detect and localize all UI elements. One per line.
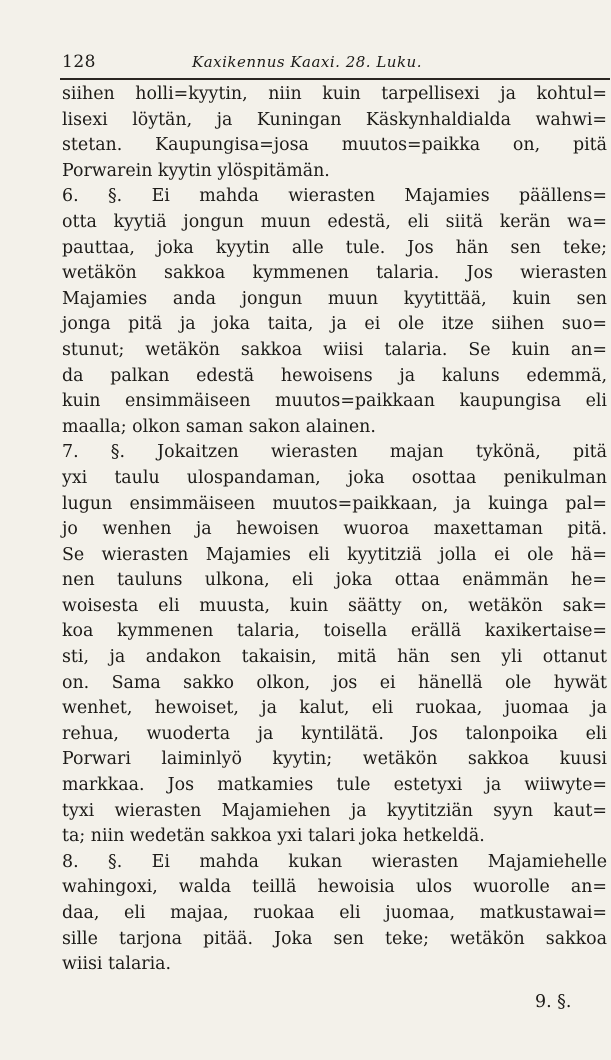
catchword: 9. §. <box>535 992 572 1012</box>
text-line: rehua, wuoderta ja kyntilätä. Jos talonpoika eli <box>62 723 607 744</box>
text-line: 7. §. Jokaitzen wierasten majan tykönä, pitä <box>62 442 607 463</box>
text-line: 6. §. Ei mahda wierasten Majamies päällens= <box>62 186 607 207</box>
text-line: Majamies anda jongun muun kyytittää, kuin sen <box>62 288 607 309</box>
page-number: 128 <box>62 52 96 72</box>
text-line: lugun ensimmäiseen muutos=paikkaan, ja kuinga pal= <box>62 493 607 514</box>
text-line: yxi taulu ulospandaman, joka osottaa penikulman <box>62 467 607 488</box>
text-line: kuin ensimmäiseen muutos=paikkaan kaupungisa eli <box>62 391 607 412</box>
text-line: stunut; wetäkön sakkoa wiisi talaria. Se kuin an= <box>62 339 607 360</box>
text-line: sille tarjona pitää. Joka sen teke; wetäkön sakkoa <box>62 928 607 949</box>
text-line: Porwarein kyytin ylöspitämän. <box>62 160 330 181</box>
text-line: ta; niin wedetän sakkoa yxi talari joka hetkeldä. <box>62 826 485 847</box>
text-line: otta kyytiä jongun muun edestä, eli siitä kerän wa= <box>62 211 607 232</box>
text-line: wahingoxi, walda teillä hewoisia ulos wuorolle an= <box>62 877 607 898</box>
text-line: sti, ja andakon takaisin, mitä hän sen yli ottanut <box>62 647 607 668</box>
text-line: woisesta eli muusta, kuin säätty on, wetäkön sak= <box>62 595 607 616</box>
text-line: jo wenhen ja hewoisen wuoroa maxettaman pitä. <box>62 519 607 540</box>
text-line: Porwari laiminlyö kyytin; wetäkön sakkoa kuusi <box>62 749 607 770</box>
text-line: wetäkön sakkoa kymmenen talaria. Jos wierasten <box>62 263 607 284</box>
text-line: stetan. Kaupungisa=josa muutos=paikka on, pitä <box>62 135 607 156</box>
text-line: siihen holli=kyytin, niin kuin tarpellisexi ja kohtul= <box>62 84 607 104</box>
text-line: daa, eli majaa, ruokaa eli juomaa, matkustawai= <box>62 903 607 923</box>
text-line: tyxi wierasten Majamiehen ja kyytitziän syyn kaut= <box>62 800 607 821</box>
header-rule <box>60 78 610 80</box>
text-line: maalla; olkon saman sakon alainen. <box>62 416 376 437</box>
page-header <box>62 52 607 80</box>
text-line: koa kymmenen talaria, toisella erällä kaxikertaise= <box>62 621 607 642</box>
text-line: nen tauluns ulkona, eli joka ottaa enämmän he= <box>62 570 607 591</box>
text-line: on. Sama sakko olkon, jos ei hänellä ole hywät <box>62 672 607 693</box>
text-line: markkaa. Jos matkamies tule estetyxi ja wiiwyte= <box>62 775 607 796</box>
body-text <box>62 82 607 978</box>
text-line: wiisi talaria. <box>62 954 172 975</box>
text-line: lisexi löytän, ja Kuningan Käskynhaldialda wahwi= <box>62 109 607 130</box>
running-head: Kaxikennus Kaaxi. 28. Luku. <box>192 53 422 71</box>
text-line: Se wierasten Majamies eli kyytitziä jolla ei ole hä= <box>62 544 607 565</box>
text-line: 8. §. Ei mahda kukan wierasten Majamiehelle <box>62 851 607 872</box>
text-line: wenhet, hewoiset, ja kalut, eli ruokaa, juomaa ja <box>62 698 607 719</box>
text-line: jonga pitä ja joka taita, ja ei ole itze siihen suo= <box>62 314 607 335</box>
text-line: pauttaa, joka kyytin alle tule. Jos hän sen teke; <box>62 237 607 258</box>
text-line: da palkan edestä hewoisens ja kaluns edemmä, <box>62 365 607 386</box>
